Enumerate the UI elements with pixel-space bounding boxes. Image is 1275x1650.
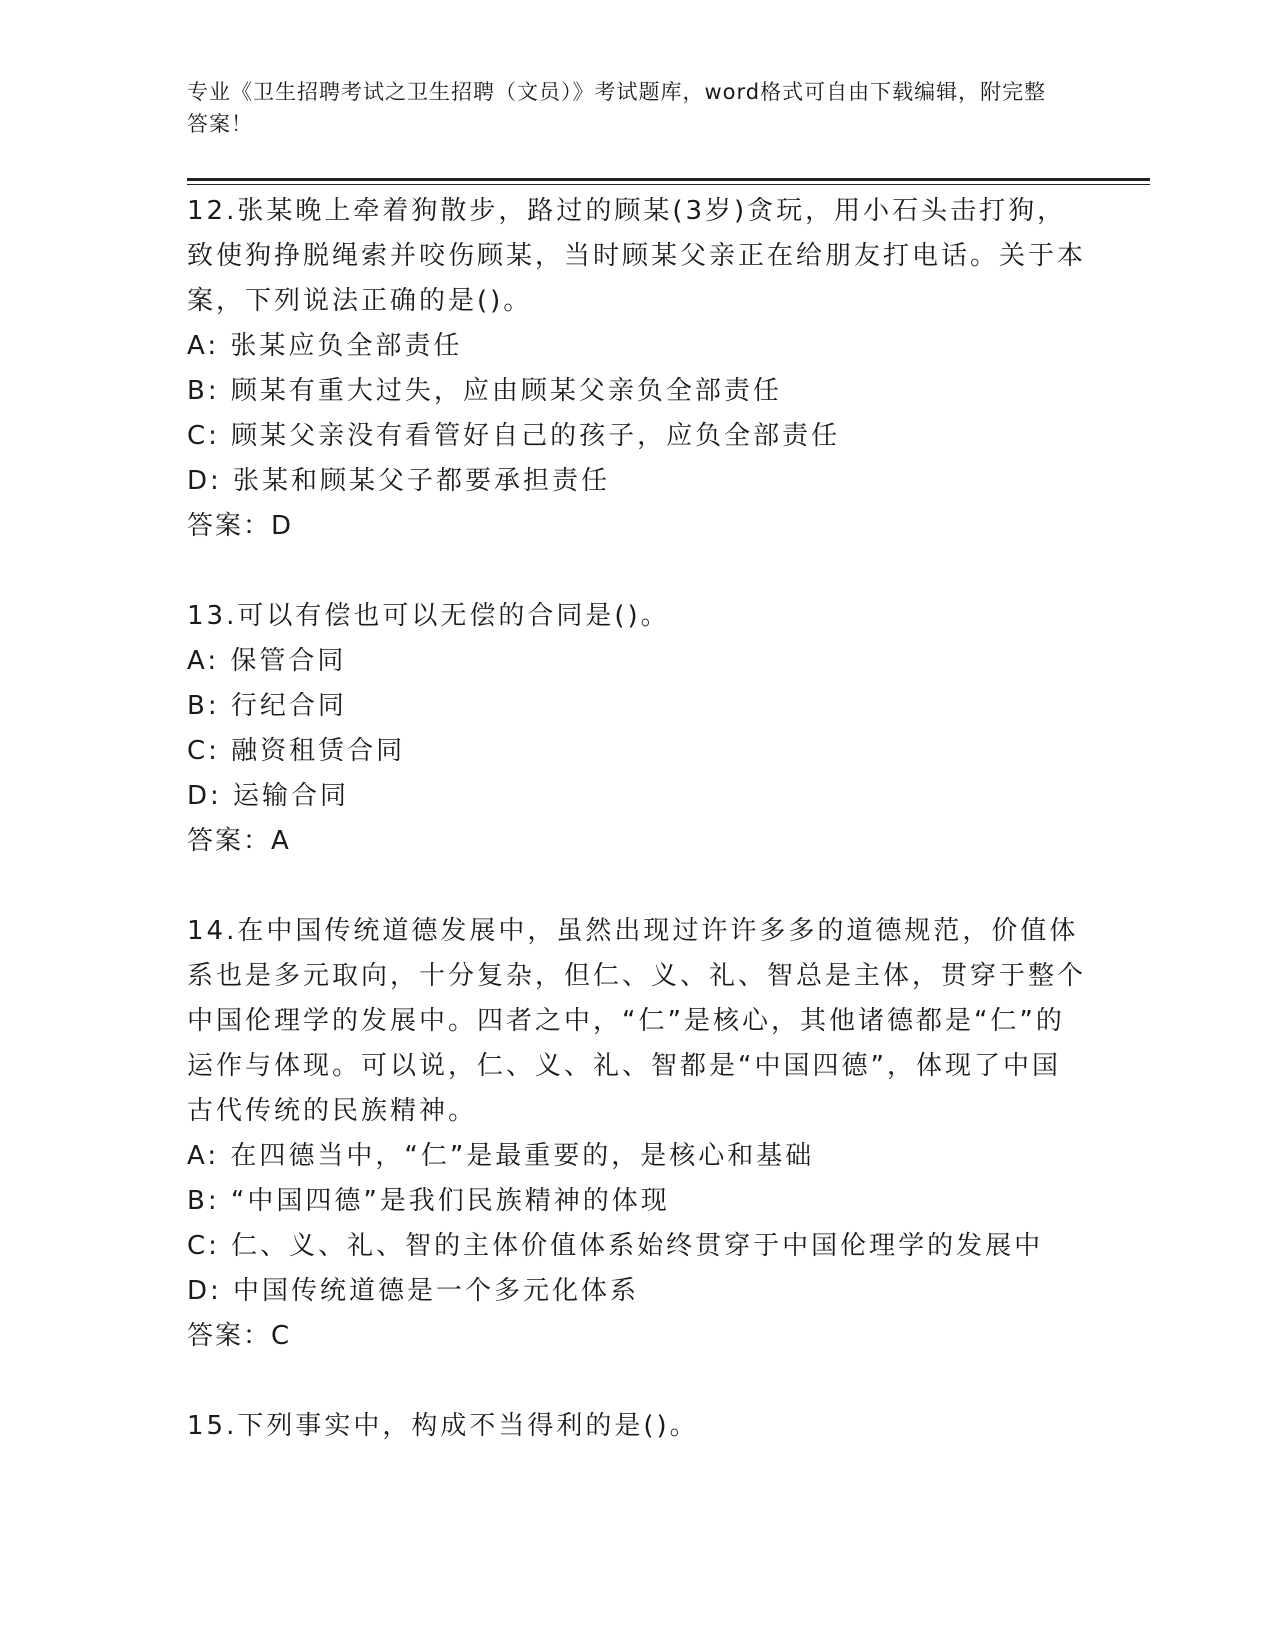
question-stem: 14.在中国传统道德发展中，虽然出现过许许多多的道德规范，价值体系也是多元取向，十分复杂，但仁、义、礼、智总是主体，贯穿于整个中国伦理学的发展中。四者之中，“仁”是核心，其他诸德都是“仁”的运作与体现。可以说，仁、义、礼、智都是“中国四德”，体现了中国古代传统的民族精神。 xyxy=(187,916,1087,1126)
answer: 答案：A xyxy=(187,826,291,856)
option-b: B: 行纪合同 xyxy=(187,691,347,721)
option-b: B: 顾某有重大过失，应由顾某父亲负全部责任 xyxy=(187,376,782,406)
header-divider-thick xyxy=(187,178,1150,181)
question-13 xyxy=(187,594,1087,909)
question-spacer xyxy=(187,549,1087,594)
question-stem: 15.下列事实中，构成不当得利的是()。 xyxy=(187,1411,699,1441)
question-spacer xyxy=(187,1359,1087,1404)
question-stem: 12.张某晚上牵着狗散步，路过的顾某(3岁)贪玩，用小石头击打狗，致使狗挣脱绳索并咬伤顾某，当时顾某父亲正在给朋友打电话。关于本案，下列说法正确的是()。 xyxy=(187,196,1087,316)
question-15 xyxy=(187,1404,1087,1449)
option-a: A: 在四德当中，“仁”是最重要的，是核心和基础 xyxy=(187,1141,815,1171)
option-d: D: 中国传统道德是一个多元化体系 xyxy=(187,1276,640,1306)
question-14 xyxy=(187,909,1087,1404)
option-a: A: 保管合同 xyxy=(187,646,347,676)
question-list xyxy=(187,189,1087,1449)
answer: 答案：C xyxy=(187,1321,292,1351)
header-divider-thin xyxy=(187,184,1150,185)
option-b: B: “中国四德”是我们民族精神的体现 xyxy=(187,1186,670,1216)
question-stem: 13.可以有偿也可以无偿的合同是()。 xyxy=(187,601,670,631)
option-d: D: 运输合同 xyxy=(187,781,350,811)
option-a: A: 张某应负全部责任 xyxy=(187,331,463,361)
option-c: C: 顾某父亲没有看管好自己的孩子，应负全部责任 xyxy=(187,421,841,451)
question-12 xyxy=(187,189,1087,594)
answer: 答案：D xyxy=(187,511,294,541)
question-spacer xyxy=(187,864,1087,909)
page-header: 专业《卫生招聘考试之卫生招聘（文员）》考试题库，word格式可自由下载编辑，附完整答案！ xyxy=(187,80,1047,136)
option-d: D: 张某和顾某父子都要承担责任 xyxy=(187,466,611,496)
option-c: C: 融资租赁合同 xyxy=(187,736,406,766)
option-c: C: 仁、义、礼、智的主体价值体系始终贯穿于中国伦理学的发展中 xyxy=(187,1231,1044,1261)
